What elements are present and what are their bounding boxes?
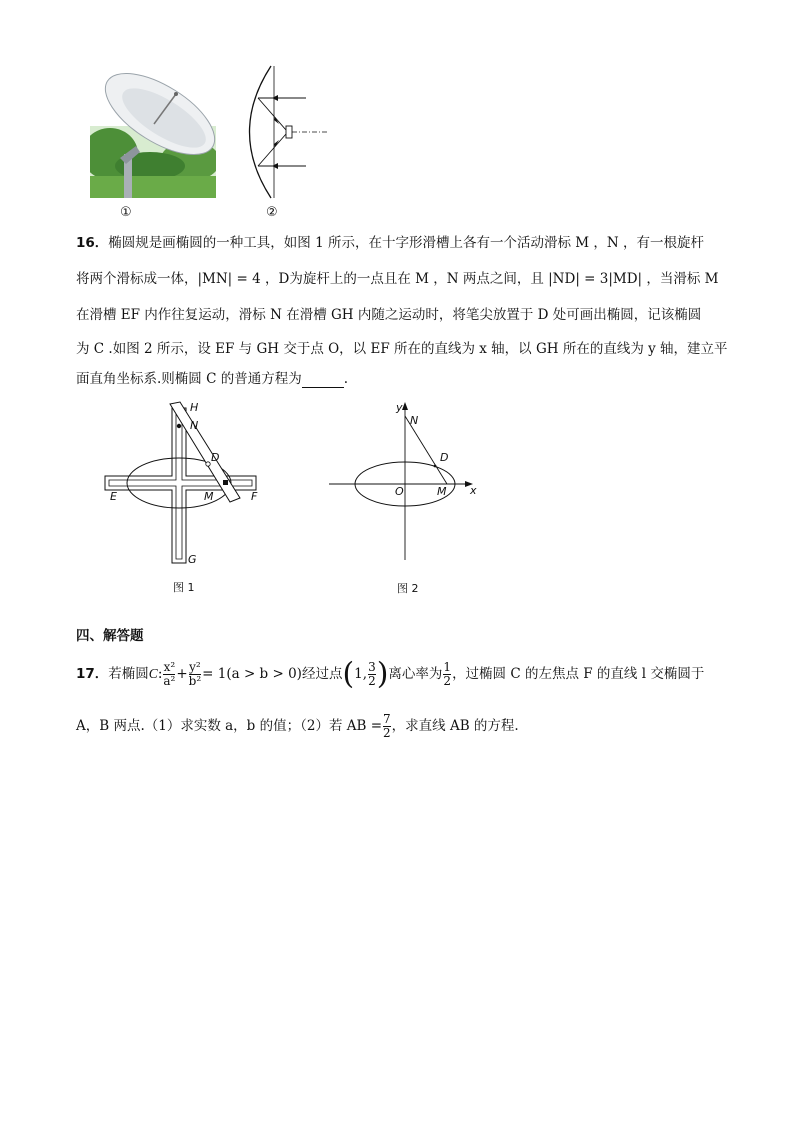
fig2-caption: 图 2	[397, 582, 419, 595]
frac-x	[163, 661, 175, 688]
frac-x-den: a²	[163, 674, 176, 688]
q17-number: 17．	[76, 666, 109, 682]
q16-period: .	[343, 371, 348, 387]
q16-line-5	[76, 370, 348, 388]
fig1-label-M: M	[204, 490, 214, 503]
q16-text-1: 椭圆规是画椭圆的一种工具，如图 1 所示，在十字形滑槽上各有一个活动滑标 M ，N ，有一根旋杆	[108, 235, 704, 251]
frac-y	[189, 661, 202, 688]
eq-rest: = 1(a > b > 0)	[202, 666, 302, 682]
ab-den: 2	[383, 726, 391, 740]
eq-plus: +	[176, 666, 188, 682]
q17-text-d: ，过椭圆 C 的左焦点 F 的直线 l 交椭圆于	[452, 666, 705, 682]
ecc-num: 1	[443, 660, 452, 674]
frac-x-num: x²	[163, 660, 176, 674]
satellite-dish-photo	[90, 66, 216, 198]
frac-ecc	[443, 661, 451, 688]
frac-point-y	[368, 661, 376, 688]
q16-text-5: 面直角坐标系.则椭圆 C 的普通方程为	[76, 371, 302, 387]
fig2-label-x: x	[470, 484, 477, 497]
point-y-num: 3	[368, 660, 376, 674]
fig1-label-G: G	[188, 553, 197, 566]
fig2-label-N: N	[410, 414, 419, 427]
q16-line-4: 为 C .如图 2 所示，设 EF 与 GH 交于点 O，以 EF 所在的直线为 x 轴，以 GH 所在的直线为 y 轴，建立平	[76, 341, 728, 357]
ab-num: 7	[383, 712, 391, 726]
q17-text-c: 离心率为	[388, 666, 443, 682]
section-title: 四、解答题	[76, 628, 144, 644]
fig1-label-D: D	[211, 451, 220, 464]
figure-1-ellipsograph	[100, 398, 265, 570]
q17-text-a: 若椭圆	[108, 666, 149, 682]
figure-label-1: ①	[120, 205, 132, 220]
ecc-den: 2	[443, 674, 452, 688]
q17-line-2	[76, 708, 519, 744]
fig1-label-F: F	[251, 490, 258, 503]
frac-y-den: b²	[188, 674, 202, 688]
figure-label-2: ②	[266, 205, 278, 220]
q17-line-1: 17．若椭圆C: $\frac{\text{x²}}{\text{a²}}$ + $\frac{\text{y²}}{\text{b²}}$ = 1(a > b > 0)经过点(1, $\frac{3}{2}$ )离心率为 $\frac{1}{2}$ ，过椭圆 C 的左焦点 F 的直线 l 交椭圆于	[76, 656, 705, 692]
q16-number: 16．	[76, 235, 109, 251]
q17-text-b: 经过点	[301, 666, 343, 682]
q16-line-1	[76, 234, 704, 252]
point-x: 1,	[354, 666, 368, 682]
fig1-label-E: E	[110, 490, 117, 503]
fig2-label-y: y	[396, 401, 403, 414]
frac-ab	[383, 713, 391, 740]
q17-curve: C	[148, 666, 158, 681]
answer-blank[interactable]	[302, 373, 344, 388]
q17-line2-a: A，B 两点.（1）求实数 a，b 的值；（2）若 AB =	[76, 718, 383, 734]
reflector-diagram	[236, 62, 336, 202]
fig2-label-O: O	[395, 485, 404, 498]
fig1-label-N: N	[190, 419, 199, 432]
frac-y-num: y²	[189, 660, 201, 674]
fig2-label-M: M	[437, 485, 447, 498]
q16-line-2: 将两个滑标成一体，|MN| = 4 ，D为旋杆上的一点且在 M ，N 两点之间，且 |ND| = 3|MD| ，当滑标 M	[76, 271, 719, 287]
figure-2-coordinates	[325, 400, 485, 565]
q16-line-3: 在滑槽 EF 内作往复运动，滑标 N 在滑槽 GH 内随之运动时，将笔尖放置于 D 处可画出椭圆，记该椭圆	[76, 307, 702, 323]
fig1-label-H: H	[190, 401, 199, 414]
fig1-caption: 图 1	[173, 581, 195, 594]
fig2-label-D: D	[440, 451, 449, 464]
q17-line2-b: ，求直线 AB 的方程.	[391, 718, 519, 734]
point-y-den: 2	[368, 674, 376, 688]
